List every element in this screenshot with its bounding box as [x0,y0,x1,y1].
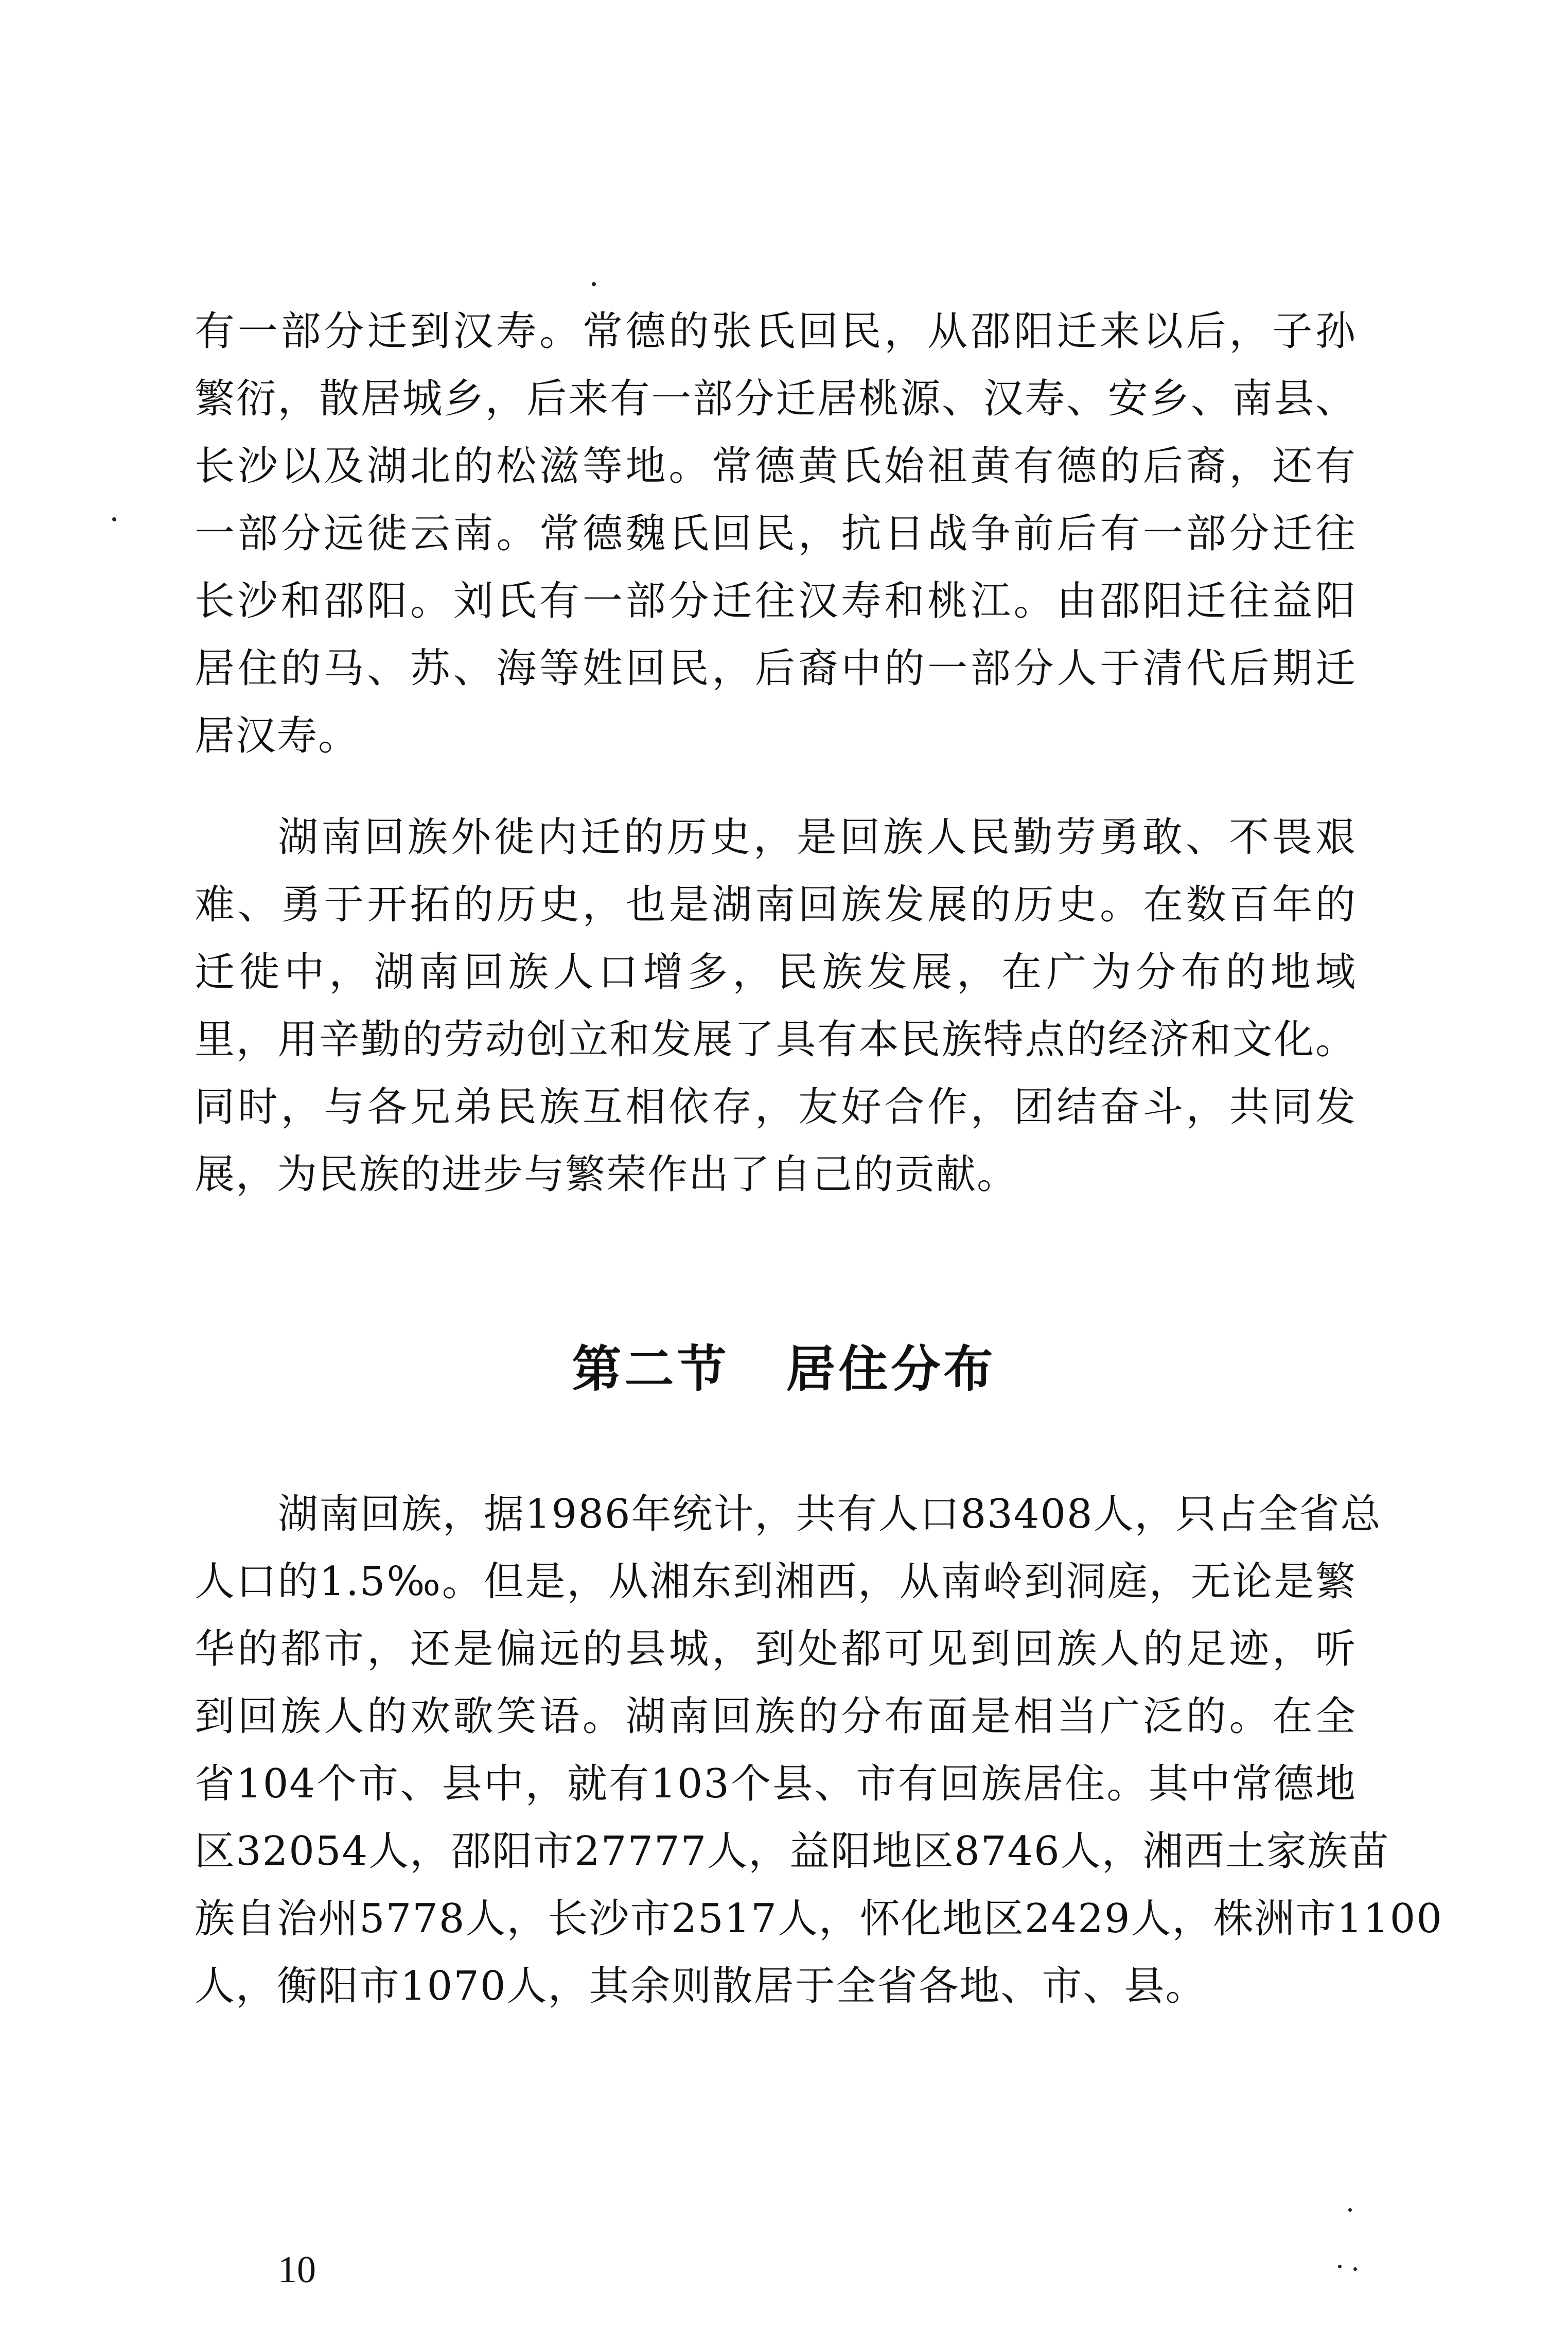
text-line: 里，用辛勤的劳动创立和发展了具有本民族特点的经济和文化。 [195,1017,1356,1063]
text-line: 繁衍，散居城乡，后来有一部分迁居桃源、汉寿、安乡、南县、 [195,376,1356,422]
scan-speck [1348,2208,1352,2212]
text-line: 到回族人的欢歌笑语。湖南回族的分布面是相当广泛的。在全 [195,1693,1356,1740]
text-line: 迁徙中，湖南回族人口增多，民族发展，在广为分布的地域 [195,949,1356,995]
text-line: 区32054人，邵阳市27777人，益阳地区8746人，湘西土家族苗 [195,1828,1390,1875]
text-line: 同时，与各兄弟民族互相依存，友好合作，团结奋斗，共同发 [195,1084,1356,1130]
text-line: 长沙和邵阳。刘氏有一部分迁往汉寿和桃江。由邵阳迁往益阳 [195,578,1356,624]
text-line: 湖南回族，据1986年统计，共有人口83408人，只占全省总 [278,1491,1382,1537]
text-line: 华的都市，还是偏远的县城，到处都可见到回族人的足迹，听 [195,1626,1356,1672]
section-number: 第二节 [572,1340,730,1398]
section-title: 居住分布 [786,1340,996,1398]
text-line: 湖南回族外徙内迁的历史，是回族人民勤劳勇敢、不畏艰 [278,814,1356,861]
scan-speck [112,517,116,521]
text-line: 省104个市、县中，就有103个县、市有回族居住。其中常德地 [195,1761,1356,1807]
section-heading [0,1333,1568,1405]
text-line: 人，衡阳市1070人，其余则散居于全省各地、市、县。 [195,1963,1207,2009]
text-line: 居住的马、苏、海等姓回民，后裔中的一部分人于清代后期迁 [195,645,1356,692]
text-line: 族自治州5778人，长沙市2517人，怀化地区2429人，株洲市1100 [195,1896,1443,1942]
text-line: 长沙以及湖北的松滋等地。常德黄氏始祖黄有德的后裔，还有 [195,443,1356,489]
text-line: 居汉寿。 [195,713,360,759]
page-number: 10 [278,2249,316,2291]
scan-speck [1353,2267,1357,2271]
scan-speck [592,282,596,286]
text-line: 展，为民族的进步与繁荣作出了自己的贡献。 [195,1151,1018,1198]
text-line: 难、勇于开拓的历史，也是湖南回族发展的历史。在数百年的 [195,882,1356,928]
text-line: 一部分远徙云南。常德魏氏回民，抗日战争前后有一部分迁往 [195,511,1356,557]
scan-speck [1338,2265,1342,2268]
text-line: 人口的1.5‰。但是，从湘东到湘西，从南岭到洞庭，无论是繁 [195,1559,1356,1605]
text-line: 有一部分迁到汉寿。常德的张氏回民，从邵阳迁来以后，子孙 [195,308,1356,355]
